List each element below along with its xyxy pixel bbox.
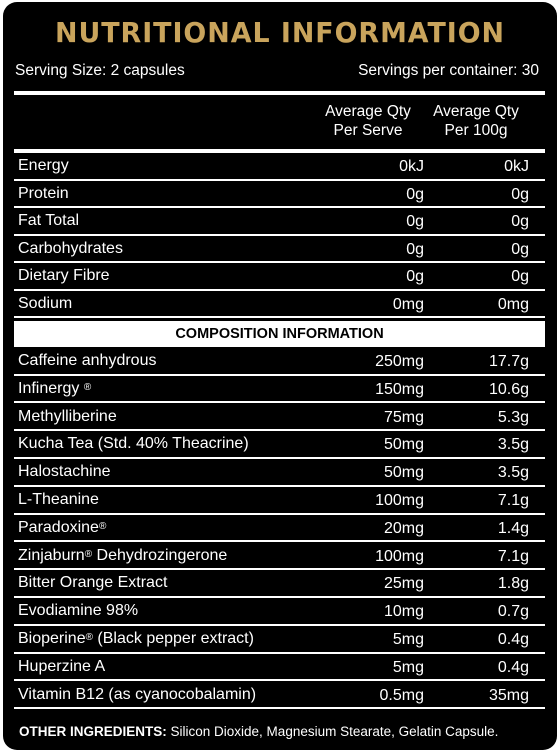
- per-serve-value: 0g: [406, 213, 424, 230]
- per-100g-value: 1.4g: [497, 519, 529, 537]
- other-ingredients-label: OTHER INGREDIENTS:: [19, 724, 167, 739]
- row-label: Energy: [18, 157, 69, 174]
- per-serve-value: 100mg: [375, 492, 424, 509]
- per-100g-value: 7.1g: [497, 547, 529, 565]
- per-serve-value: 25mg: [383, 575, 424, 593]
- header-divider: [14, 149, 545, 153]
- row-label: Paradoxine®: [18, 518, 107, 536]
- per-serve-value: 5mg: [392, 631, 424, 648]
- nutrition-row: [14, 265, 545, 291]
- per-100g-value: 3.5g: [497, 464, 529, 482]
- per-serve-value: 150mg: [375, 380, 424, 398]
- composition-heading: COMPOSITION INFORMATION: [14, 321, 545, 347]
- nutrition-row: [14, 293, 545, 319]
- serving-info: [15, 62, 539, 80]
- per-serve-value: 0g: [406, 268, 424, 285]
- top-divider: [14, 91, 545, 95]
- per-100g-value: 0kJ: [504, 158, 529, 175]
- per-100g-value: 5.3g: [497, 408, 529, 426]
- per-serve-value: 100mg: [375, 547, 424, 565]
- composition-row: [14, 406, 545, 432]
- row-label: Sodium: [18, 294, 73, 312]
- row-label: Carbohydrates: [18, 239, 123, 257]
- per-100g-value: 0.4g: [497, 658, 529, 676]
- nutrition-row: [14, 155, 545, 181]
- other-ingredients-text: Silicon Dioxide, Magnesium Stearate, Gelatin Capsule.: [166, 724, 499, 739]
- per-100g-value: 1.8g: [497, 575, 529, 593]
- per-serve-value: 10mg: [383, 603, 424, 621]
- registered-mark: ®: [84, 548, 93, 560]
- per-100g-value: 10.6g: [488, 380, 529, 398]
- row-label: Evodiamine 98%: [18, 602, 139, 620]
- row-label: Fat Total: [18, 212, 80, 229]
- per-serve-value: 0mg: [392, 295, 424, 313]
- row-label: Vitamin B12 (as cyanocobalamin): [18, 685, 257, 703]
- row-label: Methylliberine: [18, 407, 117, 425]
- composition-row: [14, 378, 545, 404]
- panel-title: NUTRITIONAL INFORMATION: [55, 16, 505, 49]
- composition-row: [14, 350, 545, 376]
- registered-mark: ®: [83, 381, 92, 393]
- servings-per-container: Servings per container: 30: [358, 62, 539, 79]
- row-label: Caffeine anhydrous: [18, 352, 157, 369]
- composition-row: [14, 572, 545, 598]
- column-header-per-100g: Average Qty Per 100g: [433, 103, 519, 139]
- per-100g-value: 0g: [511, 185, 529, 203]
- composition-row: [14, 517, 545, 543]
- composition-row: [14, 461, 545, 487]
- other-ingredients: [19, 724, 498, 739]
- per-100g-value: 0g: [511, 213, 529, 230]
- per-serve-value: 0g: [406, 185, 424, 203]
- per-100g-value: 0mg: [497, 295, 529, 313]
- per-100g-value: 35mg: [488, 686, 529, 704]
- row-label: Zinjaburn® Dehydrozingerone: [18, 546, 228, 564]
- per-serve-value: 75mg: [383, 408, 424, 426]
- per-100g-value: 0g: [511, 240, 529, 258]
- nutrition-row: [14, 183, 545, 209]
- row-label: Kucha Tea (Std. 40% Theacrine): [18, 435, 249, 453]
- per-100g-value: 0.4g: [497, 631, 529, 648]
- nutrition-row: [14, 238, 545, 264]
- row-label: Infinergy ®: [18, 379, 92, 397]
- per-serve-value: 0g: [406, 240, 424, 258]
- row-label: L-Theanine: [18, 491, 99, 508]
- row-label: Bioperine® (Black pepper extract): [18, 630, 254, 647]
- per-serve-value: 20mg: [383, 519, 424, 537]
- row-label: Protein: [18, 184, 69, 202]
- per-serve-value: 0.5mg: [379, 686, 424, 704]
- per-serve-value: 50mg: [383, 464, 424, 482]
- column-header-per-serve: Average Qty Per Serve: [325, 103, 411, 139]
- nutrition-panel: [3, 2, 557, 750]
- per-100g-value: 0.7g: [497, 603, 529, 621]
- per-serve-value: 5mg: [392, 658, 424, 676]
- row-label: Halostachine: [18, 463, 111, 481]
- composition-row: [14, 628, 545, 654]
- per-100g-value: 7.1g: [497, 492, 529, 509]
- composition-row: [14, 600, 545, 626]
- composition-row: [14, 545, 545, 571]
- per-100g-value: 3.5g: [497, 436, 529, 454]
- per-serve-value: 250mg: [375, 353, 424, 370]
- composition-row: [14, 433, 545, 459]
- composition-row: [14, 656, 545, 682]
- row-label: Bitter Orange Extract: [18, 574, 168, 592]
- row-label: Dietary Fibre: [18, 267, 110, 284]
- registered-mark: ®: [98, 520, 107, 532]
- per-serve-value: 0kJ: [399, 158, 424, 175]
- per-100g-value: 0g: [511, 268, 529, 285]
- composition-row: [14, 684, 545, 710]
- composition-row: [14, 489, 545, 515]
- nutrition-row: [14, 210, 545, 236]
- row-label: Huperzine A: [18, 657, 106, 675]
- per-100g-value: 17.7g: [488, 353, 529, 370]
- per-serve-value: 50mg: [383, 436, 424, 454]
- registered-mark: ®: [85, 632, 93, 643]
- serving-size: Serving Size: 2 capsules: [15, 62, 185, 79]
